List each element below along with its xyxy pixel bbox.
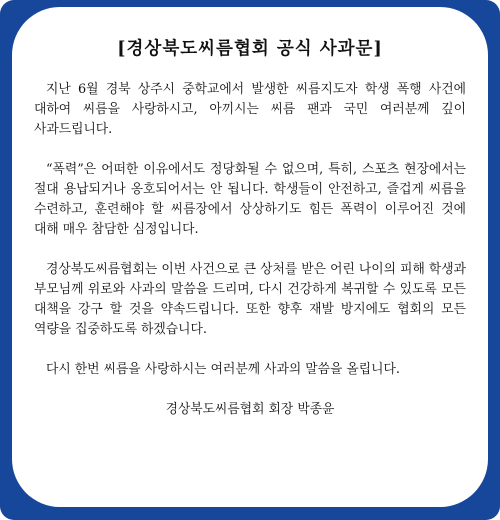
paragraph-1: 지난 6월 경북 상주시 중학교에서 발생한 씨름지도자 학생 폭행 사건에 대하여 씨름을 사랑하시고, 아끼시는 씨름 팬과 국민 여러분께 깊이 사과드립니다.	[34, 82, 466, 137]
apology-document	[12, 7, 488, 507]
paragraph-4: 다시 한번 씨름을 사랑하시는 여러분께 사과의 말씀을 올립니다.	[46, 362, 400, 377]
signature: 경상북도씨름협회 회장 박종윤	[165, 402, 335, 417]
paragraph-3: 경상북도씨름협회는 이번 사건으로 큰 상처를 받은 어린 나이의 피해 학생과 부모님께 위로와 사과의 말씀을 드리며, 다시 건강하게 복귀할 수 있도록 모든 대책을 강구 할 것을 약속드립니다. 또한 향후 재발 방지에도 협회의 모든 역량을 집중하도록 하겠습니다.	[34, 262, 466, 337]
paragraph-2: “폭력”은 어떠한 이유에서도 정당화될 수 없으며, 특히, 스포츠 현장에서는 절대 용납되거나 옹호되어서는 안 됩니다. 학생들이 안전하고, 즐겁게 씨름을 수련하고, 훈련해야 할 씨름장에서 상상하기도 힘든 폭력이 이루어진 것에 대해 매우 참담한 심정입니다.	[34, 162, 466, 237]
document-title: [경상북도씨름협회 공식 사과문]	[117, 39, 383, 59]
